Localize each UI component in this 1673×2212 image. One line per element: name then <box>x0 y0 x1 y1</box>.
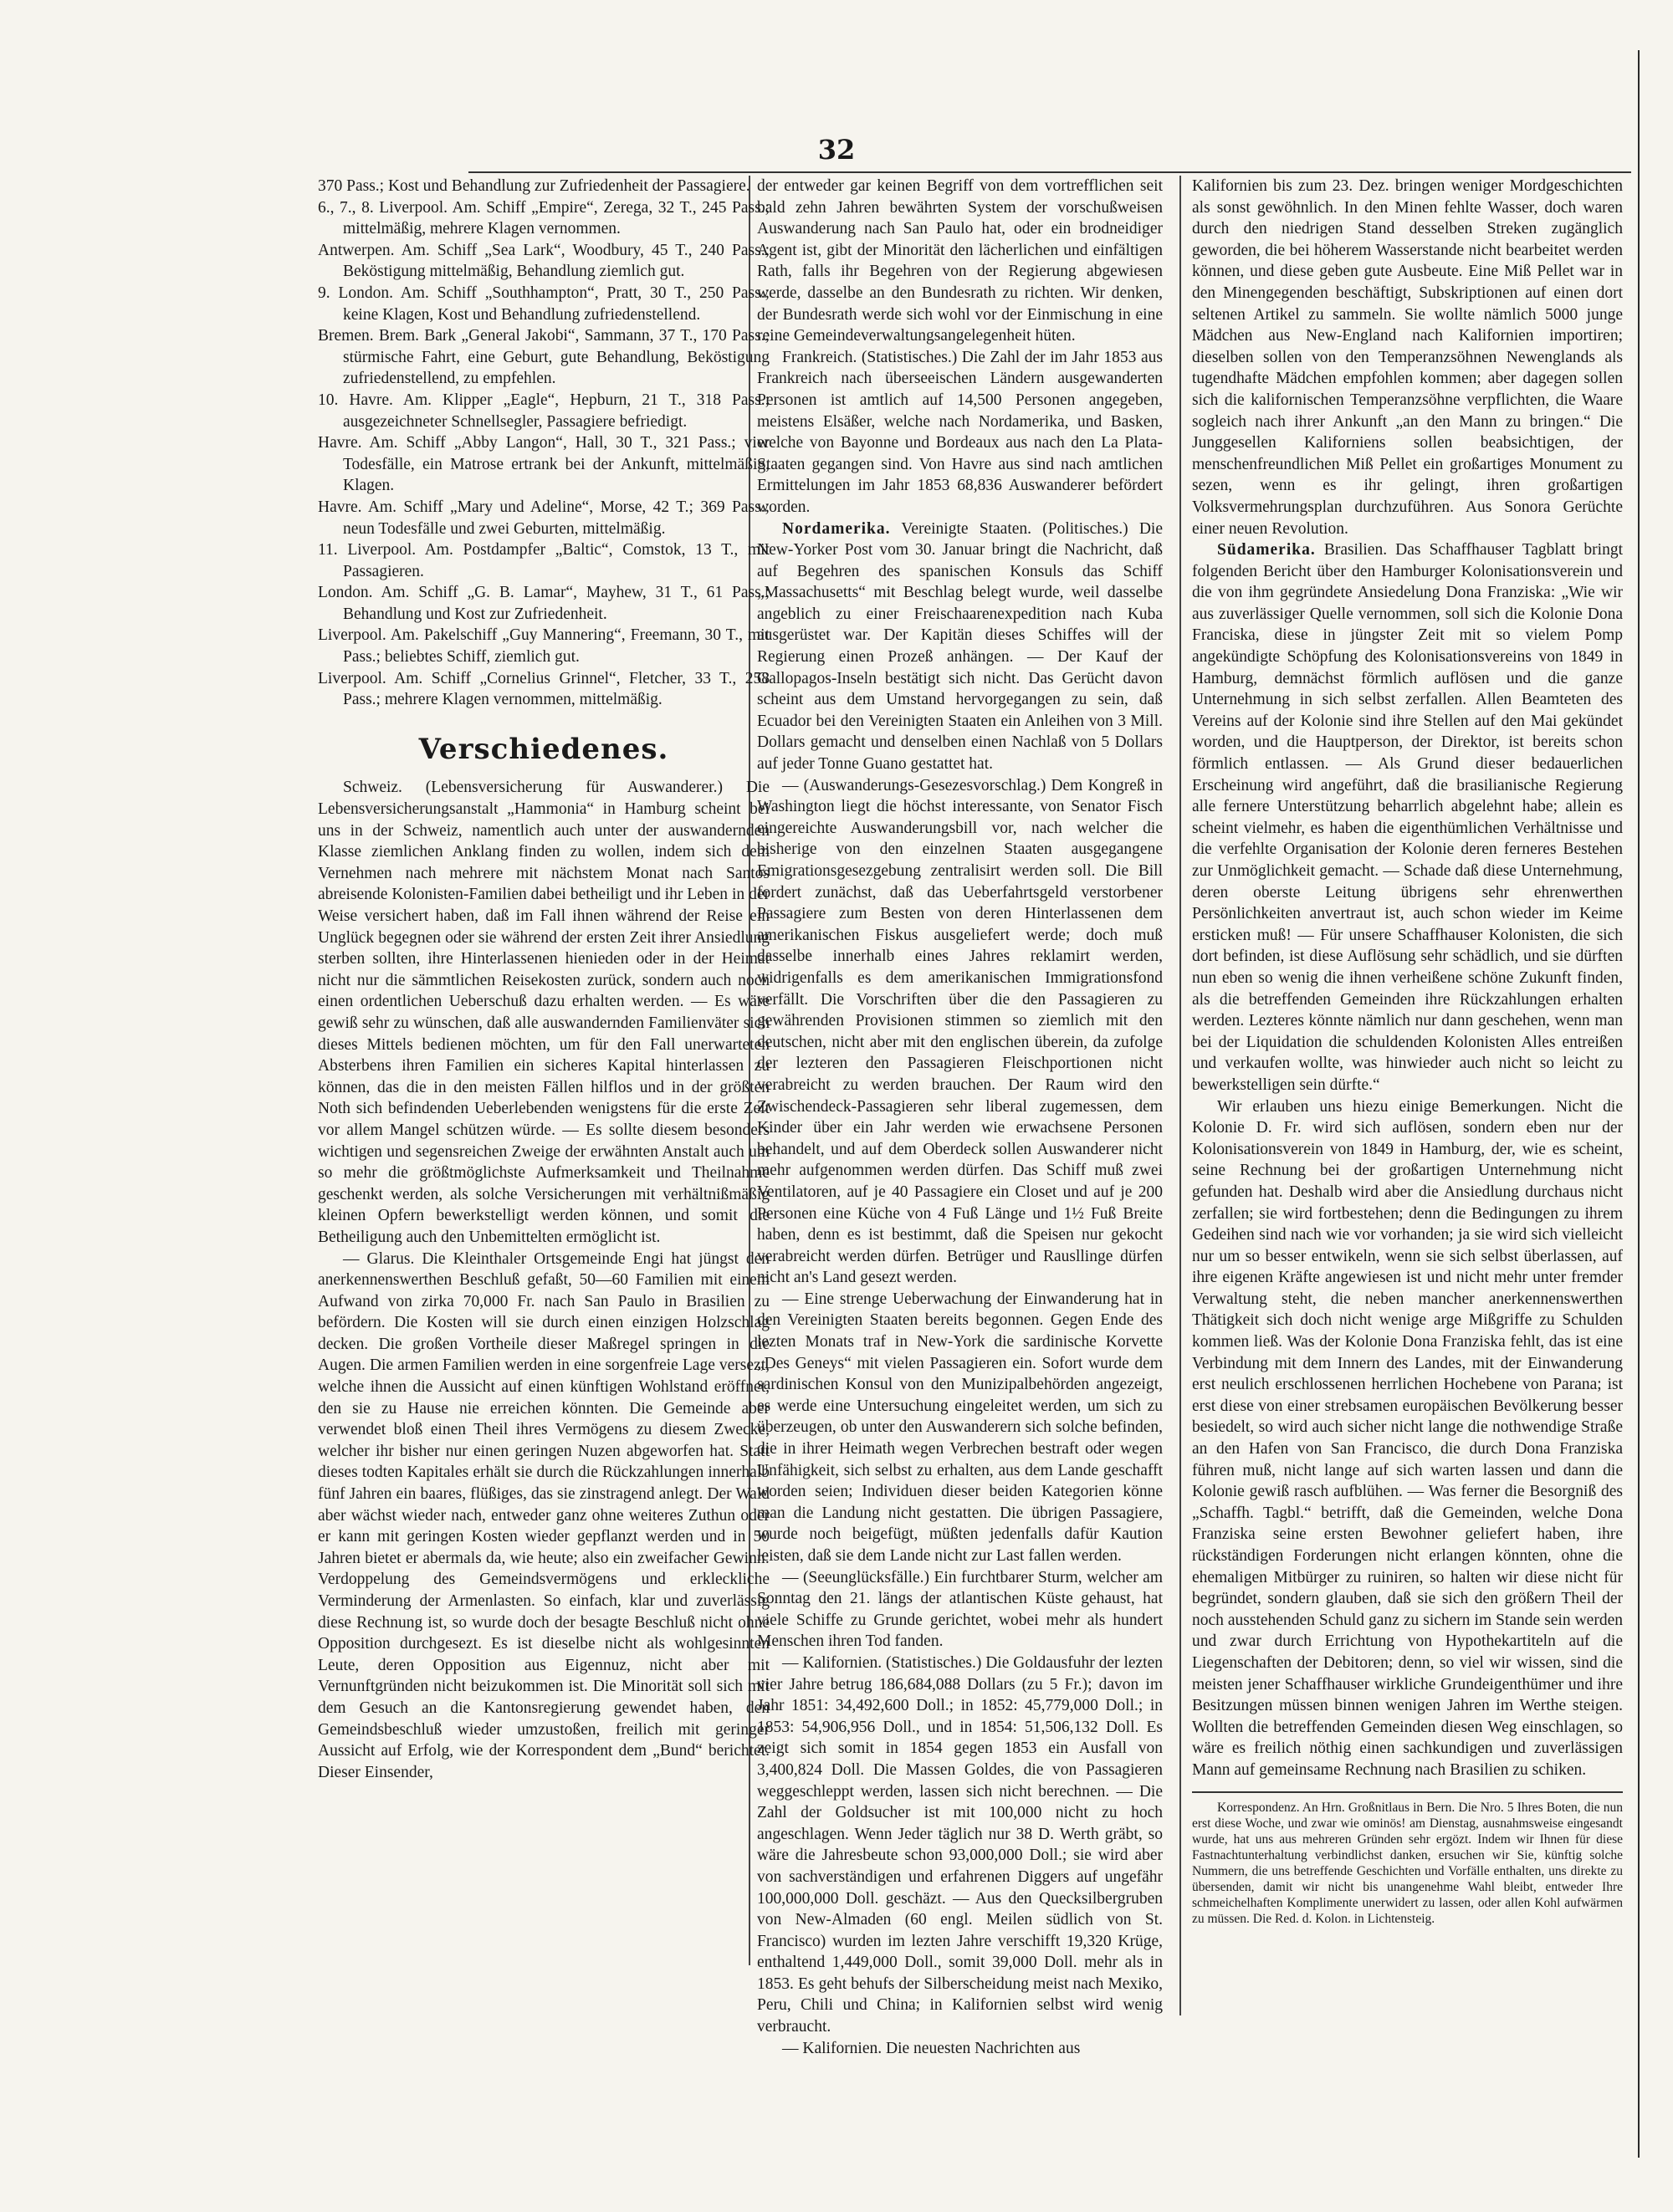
shipping-entry: 370 Pass.; Kost und Behandlung zur Zufriedenheit der Passagiere. <box>318 177 750 195</box>
article-text: Brasilien. Das Schaffhauser Tagblatt bringt folgenden Bericht über den Hamburger Kolonisationsverein und die von ihm gegründete Ansiedelung Dona Franziska: „Wie wir aus zuverlässiger Quelle vernommen, soll sich die Kolonie Dona Franciska, diese in jüngster Zeit mit so vielem Pomp angekündigte Schöpfung des Kolonisationsvereins von 1849 in Hamburg, demnächst förmlich auflösen und die ganze Unternehmung in sich selbst zerfallen. Allen Beamteten des Vereins auf der Kolonie sind ihre Stellen auf den Mai gekündet worden, und die Hauptperson, der Direktor, ist bereits schon förmlich entlassen. — Als Grund dieser bedauerlichen Erscheinung wird angeführt, daß die brasilianische Regierung alle fernere Unterstützung beharrlich abgelehnt habe; allein es scheint vielmehr, es haben die eigenthümlichen Verhältnisse und die verfehlte Organisation der Kolonie deren ferneres Bestehen zur Unmöglichkeit gemacht. — Schade daß diese Unternehmung, deren oberste Leitung übrigens sehr ehrenwerthen Persönlichkeiten anvertraut ist, auch schon wieder im Keime ersticken muß! — Für unsere Schaffhauser Kolonisten, die sich dort befinden, ist diese Auflösung sehr schädlich, und sie dürften nun eben so wenig die ihnen verheißene schöne Zukunft finden, als die betreffenden Gemeinden ihre Rückzahlungen erhalten werden. Lezteres könnte nämlich nur dann geschehen, wenn man bei der Liquidation die schuldenden Kolonisten Alles entreißen und verkaufen wollte, was hinwieder auch nicht so leicht zu bewerkstelligen sein dürfte.“ <box>1192 541 1623 1094</box>
region-heading: Nordamerika. <box>782 519 891 538</box>
article-text: (Politisches.) Die New-Yorker Post vom 30. Januar bringt die Nachricht, daß auf Begehren des spanischen Konsuls das Schiff „Massachusetts“ mit Beschlag belegt wurde, weil dasselbe angeblich zu einer Freischaarenexpedition nach Kuba ausgerüstet war. Der Kapitän dieses Schiffes will der Regierung einen Prozeß anhängen. — Der Kauf der Gallopagos-Inseln bestätigt sich nicht. Das Gerücht davon scheint aus dem Umstand hervorgegangen zu sein, daß Ecuador bei den Vereinigten Staaten ein Anleihen von 3 Mill. Dollars gemacht und denselben einen Nachlaß von 5 Dollars auf jeder Tonne Guano gestattet hat. <box>757 519 1163 774</box>
page-number: 32 <box>817 134 856 166</box>
footnote-rule <box>1192 1791 1623 1793</box>
shipping-entry: Havre. Am. Schiff „Mary und Adeline“, Morse, 42 T.; 369 Pass.; neun Todesfälle und zwei Geburten, mittelmäßig. <box>318 498 770 538</box>
region-subheading: Vereinigte Staaten. <box>901 519 1032 538</box>
shipping-entry: Liverpool. Am. Pakelschiff „Guy Mannering“, Freemann, 30 T., mit Pass.; beliebtes Schiff, ziemlich gut. <box>318 626 770 667</box>
shipping-entry: Bremen. Brem. Bark „General Jakobi“, Sammann, 37 T., 170 Pass.; stürmische Fahrt, eine Geburt, gute Behandlung, Beköstigung zufriedenstellend, zu empfehlen. <box>318 327 770 388</box>
column-3 <box>1192 176 1623 2149</box>
shipping-entry: Antwerpen. Am. Schiff „Sea Lark“, Woodbury, 45 T., 240 Pass.; Beköstigung mittelmäßig, Behandlung ziemlich gut. <box>318 241 770 281</box>
header-rule <box>468 171 1631 173</box>
shipping-list <box>318 176 770 711</box>
region-heading: Südamerika. <box>1217 541 1316 559</box>
shipping-entry: Havre. Am. Schiff „Abby Langon“, Hall, 30 T., 321 Pass.; vier Todesfälle, ein Matrose ertrank bei der Ankunft, mittelmäßig, Klagen. <box>318 434 770 495</box>
article-paragraph: — Kalifornien. (Statistisches.) Die Goldausfuhr der lezten vier Jahre betrug 186,684,088 Dollars (zu 5 Fr.); davon im Jahr 1851: 34,492,600 Doll.; in 1852: 45,779,000 Doll.; in 1853: 54,906,956 Doll., und in 1854: 51,506,132 Doll. Es zeigt sich somit in 1854 gegen 1853 ein Ausfall von 3,400,824 Doll. Die Massen Goldes, die von Passagieren weggeschleppt werden, lassen sich nicht berechnen. — Die Zahl der Goldsucher ist mit 100,000 nicht zu hoch angeschlagen. Wenn Jeder täglich nur 38 D. Werth gräbt, so wäre die Jahresbeute schon 93,000,000 Doll.; sie wird aber von sachverständigen und erfahrenen Diggers auf ungefähr 100,000,000 Doll. geschäzt. — Aus den Quecksilbergruben von New-Almaden (60 engl. Meilen südlich von St. Francisco) wurden im lezten Jahre verschifft 19,320 Krüge, enthaltend 1,449,000 Doll., somit 39,000 Doll. mehr als in 1853. Es geht behufs der Silberscheidung meist nach Mexiko, Peru, Chili und China; in Kalifornien selbst wird wenig verbraucht. <box>757 1653 1163 2036</box>
article-paragraph: Schweiz. (Lebensversicherung für Auswanderer.) Die Lebensversicherungsanstalt „Hammonia“ in Hamburg scheint bei uns in der Schweiz, namentlich auch unter der auswandernden Klasse ziemlichen Anklang finden zu wollen, indem sich dem Vernehmen nach mehrere mit nächstem Monat nach Santos abreisende Kolonisten-Familien dabei betheiligt und ihr Leben in der Weise versichert haben, daß im Fall ihnen während der Reise ein Unglück begegnen oder sie während der ersten Zeit ihrer Ansiedlung sterben sollten, ihre Hinterlassenen hienieden oder in der Heimat nicht nur die sämmtlichen Reisekosten zurück, sondern auch noch einen ordentlichen Ueberschuß dazu erhalten werden. — Es wäre gewiß sehr zu wünschen, daß alle auswandernden Familienväter sich dieses Mittels bedienen möchten, um für den Fall unerwarteten Absterbens ihren Familien ein sicheres Kapital hinterlassen zu können, das die in den meisten Fällen hilflos und in der größten Noth sich befindenden Ueberlebenden wenigstens für die erste Zeit vor allem Mangel schützen würde. — Es sollte diesem besonders wichtigen und segensreichen Zweige der erwähnten Anstalt auch um so mehr die größtmöglichste Aufmerksamkeit und Theilnahme geschenkt werden, als solche Versicherungen mit verhältnißmäßig kleinen Opfern bewerkstelligt werden können, und somit die Betheiligung auch den Unbemittelten ermöglicht ist. <box>318 779 770 1246</box>
section-title: Verschiedenes. <box>418 732 669 766</box>
shipping-entry: 10. Havre. Am. Klipper „Eagle“, Hepburn, 21 T., 318 Pass.; ausgezeichneter Schnellsegler, Passagiere befriedigt. <box>318 391 770 431</box>
shipping-entry: Liverpool. Am. Schiff „Cornelius Grinnel“, Fletcher, 33 T., 258 Pass.; mehrere Klagen vernommen, mittelmäßig. <box>318 669 770 709</box>
column-rule-2 <box>1179 176 1181 2015</box>
article-paragraph <box>1192 539 1623 1096</box>
shipping-entry: 11. Liverpool. Am. Postdampfer „Baltic“, Comstok, 13 T., mit Passagieren. <box>318 541 770 580</box>
article-paragraph: — Glarus. Die Kleinthaler Ortsgemeinde Engi hat jüngst den anerkennenswerthen Beschluß gefaßt, 50—60 Familien mit einem Aufwand von zirka 70,000 Fr. nach San Paulo in Brasilien zu befördern. Die Kosten will sie durch einen einzigen Holzschlag decken. Die großen Vortheile dieser Maßregel springen in die Augen. Die armen Familien werden in eine sorgenfreie Lage versezt, welche ihnen die Aussicht auf einen künftigen Wohlstand eröffnet, den sie zu Hause nie erreichen könnten. Die Gemeinde aber verwendet bloß einen Theil ihres Vermögens zu diesem Zwecke, welcher ihr bisher nur einen geringen Nuzen abgeworfen hat. Statt dieses todten Kapitales erhält sie durch die Rückzahlungen innerhalb fünf Jahren ein baares, flüßiges, das sie zinstragend anlegt. Der Wald aber wächst wieder nach, entweder ganz ohne weiteres Zuthun oder er kann mit geringen Kosten wieder gepflanzt werden und in 50 Jahren bietet er abermals da, wie heute; also ein zweifacher Gewinn: Verdoppelung des Gemeindsvermögens und erkleckliche Verminderung der Armenlasten. So einfach, klar und zuverlässig diese Rechnung ist, so wurde doch der besagte Beschluß nicht ohne Opposition durchgesezt. Es ist dieselbe nicht als wohlgesinnten Leute, deren Opposition aus Eigennuz, nicht aber mit Vernunftgründen nicht beizukommen ist. Die Minorität soll sich mit dem Gesuch an die Kantonsregierung gewendet haben, den Gemeindsbeschluß wieder umzustoßen, freilich mit geringer Aussicht auf Erfolg, wie der Korrespondent dem „Bund“ berichtet. Dieser Einsender, <box>318 1249 770 1781</box>
article-paragraph: Wir erlauben uns hiezu einige Bemerkungen. Nicht die Kolonie D. Fr. wird sich auflösen, sondern eben nur der Kolonisationsverein von 1849 in Hamburg, der, wie es scheint, seine Rechnung bei der großartigen Unternehmung nicht gefunden hat. Deshalb wird aber die Ansiedlung durchaus nicht zerfallen; sie wird fortbestehen; denn die Bedingungen zu ihrem Gedeihen sind nach wie vor vorhanden; ja sie wird sich vielleicht nur um so besser entwikeln, wenn sie sich selbst überlassen, auf ihre eigenen Kräfte angewiesen ist und nicht mehr unter fremder Verwaltung steht, die neben mancher anerkennenswerthen Thätigkeit sich doch nicht wenige arge Mißgriffe zu Schulden kommen ließ. Was der Kolonie Dona Franziska fehlt, das ist eine Verbindung mit dem Innern des Landes, mit der Einwanderung erst neulich erschlossenen herrlichen Hochebene von Parana; ist erst diese von einer strebsamen europäischen Bevölkerung besser besiedelt, so wird auch sicher nicht lange die nothwendige Straße an den Hafen von San Francisco, die durch Dona Franziska führen muß, nicht lange auf sich warten lassen und dann die Kolonie gewiß rasch aufblühen. — Was ferner die Besorgniß des „Schaffh. Tagbl.“ betrifft, daß die Gemeinden, welche Dona Franziska seine ersten Bewohner geliefert haben, ihre rückständigen Forderungen nicht erlangen könnten, ohne die ehemaligen Mitbürger zu ruiniren, so halten wir diese nicht für begründet, sondern glauben, daß sie sich den größern Theil der noch ausstehenden Schuld ganz zu sichern im Stande sein werden und zwar durch Errichtung von Hypothekartiteln auf die Liegenschaften der Debitoren; denn, so viel wir wissen, sind die meisten jener Schaffhauser wirkliche Grundeigenthümer und ihre Besitzungen müssen binnen wenigen Jahren im Werthe steigen. Wollten die betreffenden Gemeinden diesen Weg einschlagen, so wäre es freilich nöthig einen sachkundigen und zuverlässigen Mann auf gemeinsame Rechnung nach Brasilien zu schiken. <box>1192 1097 1623 1779</box>
article-paragraph: — (Seeunglücksfälle.) Ein furchtbarer Sturm, welcher am Sonntag den 21. längs der atlantischen Küste gehaust, hat viele Schiffe zu Grunde gerichtet, wobei mehr als hundert Menschen ihren Tod fanden. <box>757 1568 1163 1651</box>
article-paragraph: Frankreich. (Statistisches.) Die Zahl der im Jahr 1853 aus Frankreich nach überseeischen Ländern ausgewanderten Personen ist amtlich auf 14,500 Personen angegeben, meistens Elsäßer, welche nach Nordamerika, und Basken, welche von Bayonne und Bordeaux aus nach den La Plata-Staaten gegangen sind. Von Havre aus sind nach amtlichen Ermittelungen im Jahr 1853 68,836 Auswanderer befördert worden. <box>757 348 1163 516</box>
article-paragraph: — Eine strenge Ueberwachung der Einwanderung hat in den Vereinigten Staaten bereits begonnen. Gegen Ende des lezten Monats traf in New-York die sardinische Korvette „Des Geneys“ mit vielen Passagieren ein. Sofort wurde dem sardinischen Konsul von den Munizipalbehörden angezeigt, es werde eine Untersuchung eingeleitet werden, um sich zu überzeugen, ob unter den Auswanderern sich solche befinden, die in ihrer Heimath wegen Verbrechen bestraft oder wegen Unfähigkeit, sich selbst zu erhalten, aus dem Lande geschafft worden seien; Individuen dieser beiden Kategorien könne man die Landung nicht gestatten. Die übrigen Passagiere, wurde noch beigefügt, müßten jedenfalls dafür Kaution leisten, daß sie dem Lande nicht zur Last fallen werden. <box>757 1290 1163 1565</box>
shipping-entry: 9. London. Am. Schiff „Southhampton“, Pratt, 30 T., 250 Pass.; keine Klagen, Kost und Behandlung zufriedenstellend. <box>318 284 770 324</box>
article-paragraph: Kalifornien bis zum 23. Dez. bringen weniger Mordgeschichten als sonst gewöhnlich. In den Minen fehlte Wasser, doch waren durch den niedrigen Stand desselben Streken zugänglich geworden, die bei höherem Wasserstande nicht bearbeitet werden können, und diese geben gute Ausbeute. Eine Miß Pellet war in den Minengegenden beschäftigt, Subskriptionen auf einen dort seltenen Artikel zu sammeln. Sie wollte nämlich 5000 junge Mädchen aus New-England nach Kalifornien importiren; dieselben sollen von den Temperanzsöhnen Newenglands als tugendhafte Mädchen empfohlen kommen; aber dagegen sollen sich die kalifornischen Temperanzsöhne verpflichten, die Waare sogleich nach ihrer Ankunft „an den Mann zu bringen.“ Die Junggesellen Kaliforniens sollen beabsichtigen, der menschenfreundlichen Miß Pellet ein großartiges Monument zu sezen, wenn es ihr gelingt, ihren großartigen Volksvermehrungsplan durchzuführen. Aus Sonora Gerüchte einer neuen Revolution. <box>1192 177 1623 538</box>
binding-edge-rule <box>1638 50 1640 2158</box>
article-paragraph: — Kalifornien. Die neuesten Nachrichten aus <box>782 2039 1081 2057</box>
shipping-entry: London. Am. Schiff „G. B. Lamar“, Mayhew, 31 T., 61 Pass.; Behandlung und Kost zur Zufriedenheit. <box>318 584 770 623</box>
article-paragraph <box>757 519 1163 775</box>
column-2 <box>757 176 1163 2057</box>
article-paragraph: der entweder gar keinen Begriff von dem vortrefflichen seit bald zehn Jahren bewährten System der vorschußweisen Auswanderung nach San Paulo hat, oder ein brodneidiger Agent ist, gibt der Minorität den lächerlichen und einfältigen Rath, falls ihr Begehren von der Regierung abgewiesen werde, dasselbe an den Bundesrath zu richten. Wir denken, der Bundesrath werde sich wohl vor der Einmischung in eine reine Gemeindeverwaltungsangelegenheit hüten. <box>757 177 1163 345</box>
article-paragraph: — (Auswanderungs-Gesezesvorschlag.) Dem Kongreß in Washington liegt die höchst interessante, von Senator Fisch eingereichte Auswanderungsbill vor, nach welcher die bisherige von den einzelnen Staaten ausgegangene Emigrationsgesezgebung zentralisirt werden soll. Die Bill fordert zunächst, daß das Ueberfahrtsgeld verstorbener Passagiere zum Besten von deren Hinterlassenen dem amerikanischen Fiskus ausgeliefert werde; doch muß dasselbe innerhalb eines Jahres reklamirt werden, widrigenfalls es dem amerikanischen Immigrationsfond verfällt. Die Vorschriften über die den Passagieren zu gewährenden Provisionen stimmen so ziemlich mit den deutschen, nicht aber mit den englischen überein, da zufolge der lezteren den Passagieren Fleischportionen nicht verabreicht zu werden brauchen. Der Raum wird den Zwischendeck-Passagieren sehr liberal zugemessen, dem Kinder über ein Jahr werden wie erwachsene Personen behandelt, und auf dem Oberdeck sollen Auswanderer nicht mehr aufgenommen werden dürfen. Das Schiff muß zwei Ventilatoren, auf je 40 Passagiere ein Closet und auf je 200 Personen eine Küche von 4 Fuß Länge und 1½ Fuß Breite haben, denn es ist bestimmt, daß die Speisen nur gekocht verabreicht werden dürfen. Betrüger und Rausllinge dürfen nicht an's Land gesezt werden. <box>757 776 1163 1287</box>
correspondence-note: Korrespondenz. An Hrn. Großnitlaus in Bern. Die Nro. 5 Ihres Boten, die nun erst diese Woche, und zwar wie ominös! am Dienstag, ausnahmsweise eingesandt wurde, hat uns aus mehreren Gründen sehr ergözt. Indem wir Ihnen für diese Fastnachtunterhaltung verbindlichst danken, ersuchen wir Sie, künftig solche Nummern, die uns betreffende Geschichten und Vorfälle enthalten, uns direkte zu übersenden, damit wir nicht bis unangenehme Wahl bleibt, entweder Ihre schmeichelhaften Komplimente unerwidert zu lassen, oder allen Kohl aufwärmen zu müssen. Die Red. d. Kolon. in Lichtensteig. <box>1192 1800 1623 1926</box>
column-1 <box>318 176 770 2007</box>
shipping-entry: 6., 7., 8. Liverpool. Am. Schiff „Empire“, Zerega, 32 T., 245 Pass.; mittelmäßig, mehrere Klagen vernommen. <box>318 198 770 238</box>
